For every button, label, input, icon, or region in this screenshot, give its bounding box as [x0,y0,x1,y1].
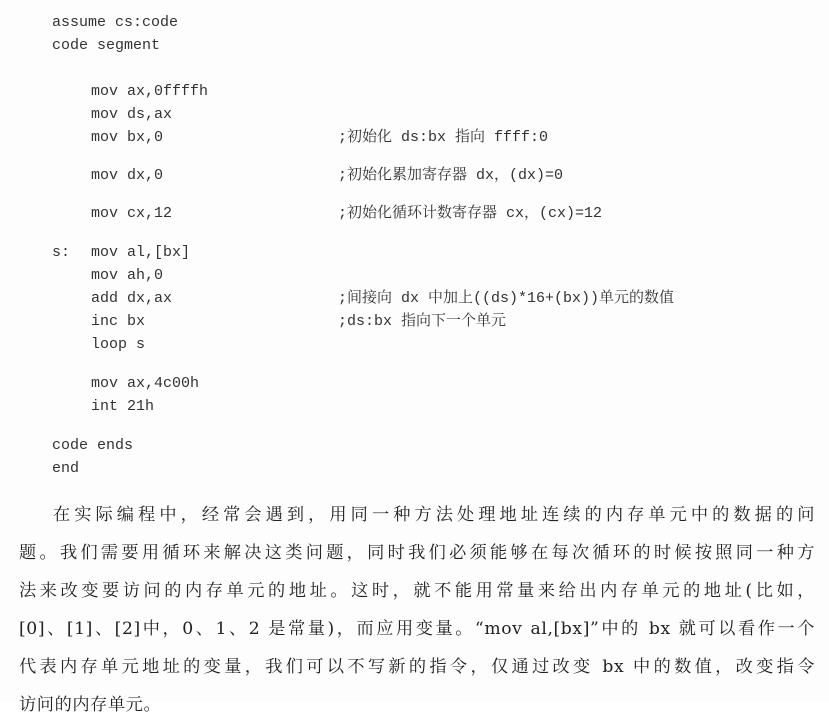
paragraph-line: 法来改变要访问的内存单元的地址。这时，就不能用常量来给出内存单元的地址(比如， [19,581,815,601]
code-line-mov-ds: mov ds,ax [91,106,173,123]
code-line-end: end [52,460,80,477]
code-line-inc-bx: inc bx [91,313,146,330]
code-line-mov-ax-4c00h: mov ax,4c00h [91,375,200,392]
code-line-assume: assume cs:code [52,14,179,31]
code-line-mov-dx: mov dx,0 [91,167,164,184]
code-line-mov-al: mov al,[bx] [91,244,191,261]
code-label-s: s: [52,244,71,261]
code-line-add-dx: add dx,ax [91,290,173,307]
code-comment-init-dsbx: ;初始化 ds:bx 指向 ffff:0 [338,129,549,146]
code-line-segment: code segment [52,37,161,54]
code-line-ends: code ends [52,437,134,454]
code-line-loop: loop s [91,336,146,353]
code-line-mov-cx: mov cx,12 [91,205,173,222]
paragraph-line: [0]、[1]、[2]中，0、1、2 是常量)，而应用变量。“mov al,[bx]”中的 bx 就可以看作一个 [19,619,815,639]
code-comment-add: ;间接向 dx 中加上((ds)*16+(bx))单元的数值 [338,290,675,307]
code-line-int-21h: int 21h [91,398,155,415]
paragraph-line: 题。我们需要用循环来解决这类问题，同时我们必须能够在每次循环的时候按照同一种方 [19,543,815,563]
code-comment-init-cx: ;初始化循环计数寄存器 cx，(cx)=12 [338,205,603,222]
code-line-mov-bx: mov bx,0 [91,129,164,146]
body-paragraph [19,496,815,724]
paragraph-line: 访问的内存单元。 [19,695,162,715]
paragraph-line: 在实际编程中，经常会遇到，用同一种方法处理地址连续的内存单元中的数据的问 [53,505,815,525]
code-comment-inc: ;ds:bx 指向下一个单元 [338,313,507,330]
code-line-mov-ah: mov ah,0 [91,267,164,284]
code-comment-init-dx: ;初始化累加寄存器 dx，(dx)=0 [338,167,564,184]
paragraph-line: 代表内存单元地址的变量，我们可以不写新的指令，仅通过改变 bx 中的数值，改变指令 [19,657,815,677]
code-line-mov-ax: mov ax,0ffffh [91,83,209,100]
